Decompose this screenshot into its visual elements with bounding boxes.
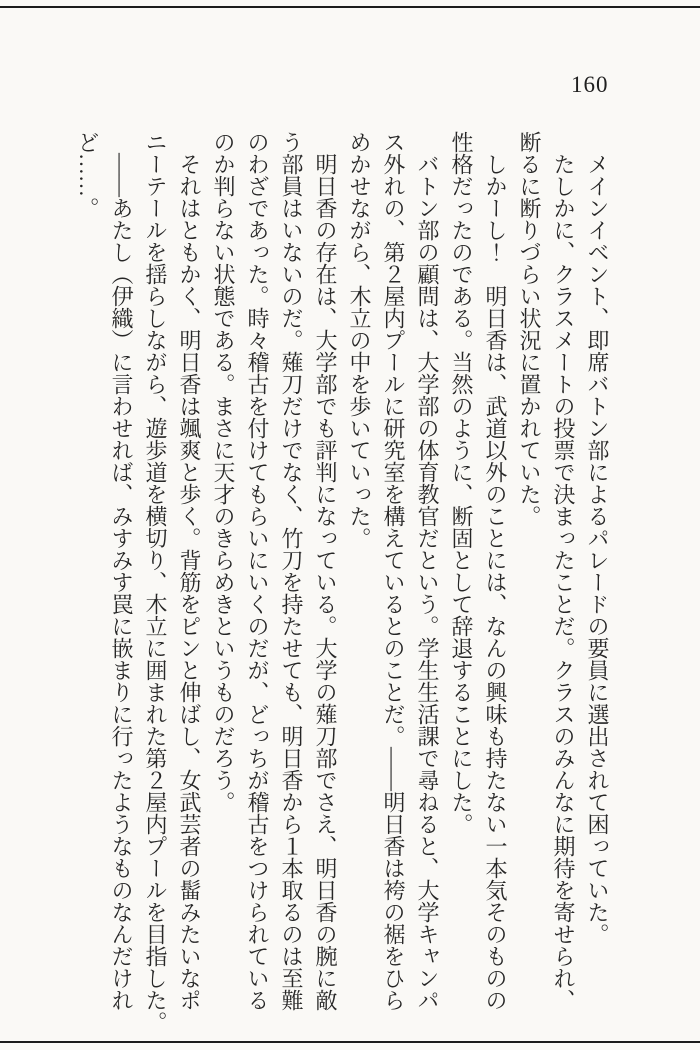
text-line: う部員はいないのだ。薙刀だけでなく、竹刀を持たせても、明日香から１本取るのは至難 <box>279 131 304 1011</box>
text-line: しかーし！ 明日香は、武道以外のことには、なんの興味も持たない一本気そのものの <box>483 131 508 1011</box>
text-line: たしかに、クラスメートの投票で決まったことだ。クラスのみんなに期待を寄せられ、 <box>551 131 576 1011</box>
text-line: ス外れの、第２屋内プールに研究室を構えているとのことだ。――明日香は袴の裾をひら <box>381 131 406 1011</box>
text-line: バトン部の顧問は、大学部の体育教官だという。学生生活課で尋ねると、大学キャンパ <box>415 131 440 1011</box>
bottom-border-line <box>0 1041 700 1043</box>
text-line: めかせながら、木立の中を歩いていった。 <box>347 131 372 549</box>
text-line: のわざであった。時々稽古を付けてもらいにいくのだが、どっちが稽古をつけられている <box>245 131 270 1011</box>
text-line: メインイベント、即席バトン部によるパレードの要員に選出されて困っていた。 <box>585 131 610 945</box>
text-line: それはともかく、明日香は颯爽と歩く。背筋をピンと伸ばし、女武芸者の髷みたいなポ <box>177 131 202 1011</box>
text-line: のか判らない状態である。まさに天才のきらめきというものだろう。 <box>211 131 236 813</box>
text-line: ニーテールを揺らしながら、遊歩道を横切り、木立に囲まれた第２屋内プールを目指した。 <box>143 131 168 1033</box>
text-line: 性格だったのである。当然のように、断固として辞退することにした。 <box>449 131 474 835</box>
body-text <box>70 131 614 1046</box>
text-line: ――あたし（伊織）に言わせれば、みすみす罠に嵌まりに行ったようなものなんだけれ <box>109 131 134 1011</box>
top-border-line <box>0 6 700 8</box>
page-number: 160 <box>571 72 609 97</box>
text-line: 断るに断りづらい状況に置かれていた。 <box>517 131 542 527</box>
text-line: ど……。 <box>75 131 100 219</box>
text-line: 明日香の存在は、大学部でも評判になっている。大学の薙刀部でさえ、明日香の腕に敵 <box>313 131 338 1011</box>
